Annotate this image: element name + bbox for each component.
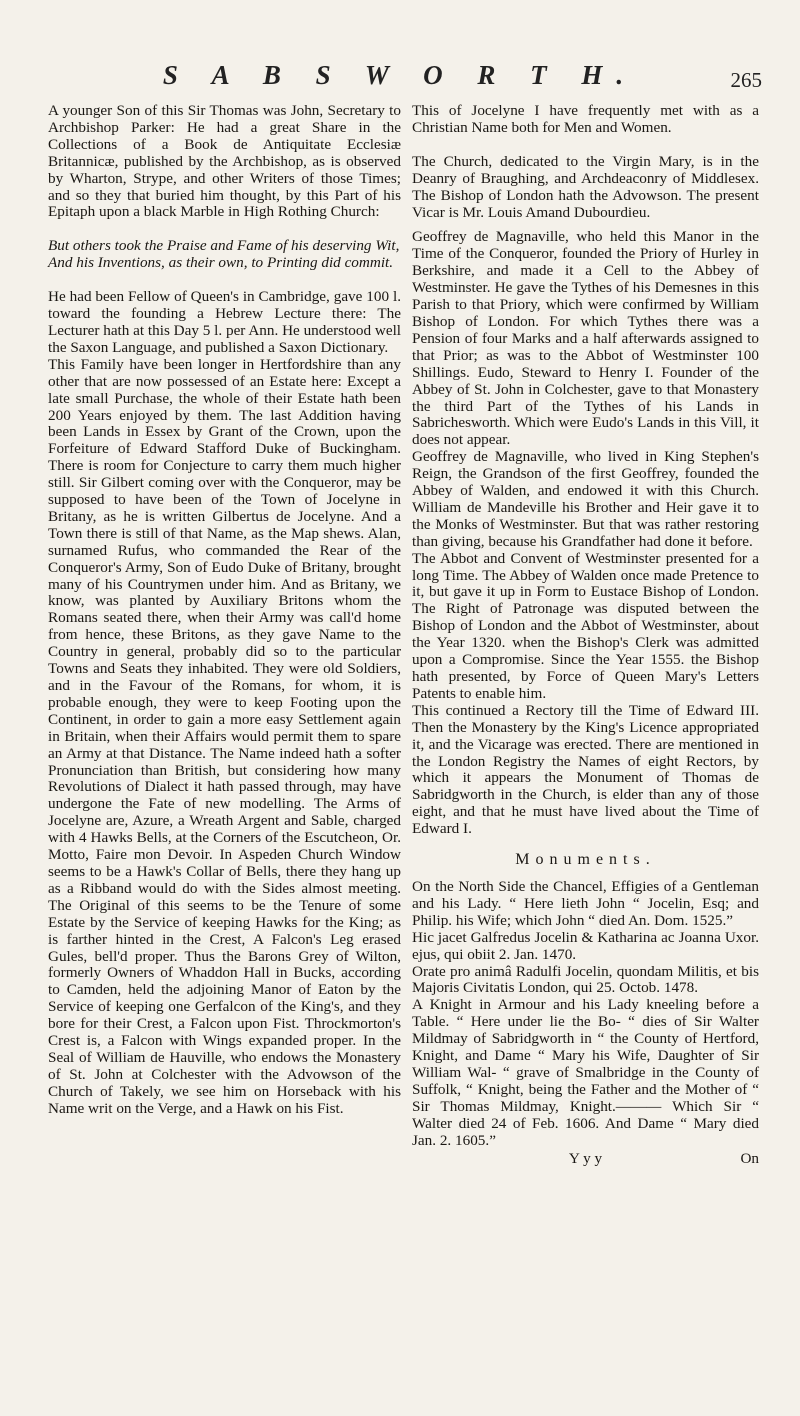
epitaph-verse-2: And his Inventions, as their own, to Printing did commit. (48, 254, 394, 272)
paragraph-jocelyne-name: This of Jocelyne I have frequently met with as a Christian Name both for Men and Women. (412, 102, 759, 136)
left-column (48, 103, 401, 1118)
section-heading-monuments: Monuments. (515, 851, 656, 869)
epitaph-verse-1: But others took the Praise and Fame of his deserving Wit, (48, 237, 400, 255)
monument-galfredus: Hic jacet Galfredus Jocelin & Katharina ac Joanna Uxor. ejus, qui obiit 2. Jan. 1470. (412, 928, 759, 963)
paragraph-rectory: This continued a Rectory till the Time of Edward III. Then the Monastery by the King's Licence appropriated it, and the Vicarage was erected. There are mentioned in the London Registry the Names of eight Rectors, by which it appears the Monument of Thomas de Sabridgworth in the Church, is elder than any of those eight, and that he must have lived about the Time of Edward I. (412, 701, 759, 838)
catchword: On (740, 1150, 759, 1168)
monument-radulfi: Orate pro animâ Radulfi Jocelin, quondam Militis, et bis Majoris Civitatis London, qui 25. Octob. 1478. (412, 962, 759, 997)
running-head (0, 60, 800, 100)
monument-jocelin-effigies: On the North Side the Chancel, Effigies of a Gentleman and his Lady. “ Here lieth John “ Jocelin, Esq; and Philip. his Wife; which John “ died An. Dom. 1525.” (412, 877, 759, 929)
page-number: 265 (730, 68, 762, 92)
paragraph-church: The Church, dedicated to the Virgin Mary, is in the Deanry of Braughing, and Archdeaconry of Middlesex. The Bishop of London hath the Advowson. The present Vicar is Mr. Louis Amand Dubourdieu. (412, 152, 759, 221)
running-head-title: S A B S W O R T H. (162, 60, 638, 90)
right-column (412, 103, 759, 1169)
monument-mildmay: A Knight in Armour and his Lady kneeling before a Table. “ Here under lie the Bo- “ dies of Sir Walter Mildmay of Sabridgworth in “ the County of Hertford, Knight, and Dame “ Mary his Wife, Daughter of Sir William Wal- “ grave of Smalbridge in the County of Suffolk, “ Knight, being the Father and the Mother of “ Sir Thomas Mildmay, Knight.——— Which Sir “ Walter died 24 of Feb. 1606. And Dame “ Mary died Jan. 2. 1605.” (412, 996, 759, 1149)
paragraph-abbot-convent: The Abbot and Convent of Westminster presented for a long Time. The Abbey of Walden once made Pretence to it, but gave it up in Form to Eustace Bishop of London. The Right of Patronage was disputed between the Bishop of London and the Abbot of Westminster, about the Year 1320. when the Bishop's Clerk was admitted upon a Compromise. Since the Year 1555. the Bishop hath presented, by Force of Queen Mary's Letters Patents to enable him. (412, 549, 759, 702)
paragraph-geoffrey-second: Geoffrey de Magnaville, who lived in King Stephen's Reign, the Grandson of the first Geoffrey, founded the Abbey of Walden, and endowed it with this Church. William de Mandeville his Brother and Heir gave it to the Monks of Westminster. But that was rather restoring than giving, because his Grandfather had done it before. (412, 448, 759, 550)
signature-mark: Y y y (568, 1150, 603, 1168)
paragraph-family-history: This Family have been longer in Hertfordshire than any other that are now possessed of an Estate here: Except a late small Purchase, the whole of their Estate hath been 200 Years enjoyed by them. The last Addition having been Lands in Essex by Grant of the Crown, upon the Forfeiture of Edward Stafford Duke of Buckingham. There is room for Conjecture to carry them much higher still. Sir Gilbert coming over with the Conqueror, may be supposed to have been of the Town of Jocelyne in Britany, as he is written Gilbertus de Jocelyne. And a Town there is still of that Name, as the Map shews. Alan, surnamed Rufus, who commanded the Rear of the Conqueror's Army, Son of Eudo Duke of Britany, brought many of his Countrymen under him. And as Britany, we know, was planted by Auxiliary Britons whom the Romans seated there, when their Army was call'd home from hence, these Britons, as they gave Name to the Country in general, probably did so to the particular Towns and Seats they inhabited. They were old Soldiers, and in the Favour of the Romans, for whom, it is probable enough, they were to keep Footing upon the Continent, in order to gain a more easy Settlement again in Britain, when their Affairs would permit them to spare an Army at that Distance. The Name indeed hath a softer Pronunciation than British, but considering how many Revolutions of Dialect it hath passed through, may have undergone the Fate of new modelling. The Arms of Jocelyne are, Azure, a Wreath Argent and Sable, charged with 4 Hawks Bells, at the Corners of the Escutcheon, Or. Motto, Faire mon Devoir. In Aspeden Church Window seems to be a Hawk's Collar of Bells, there they hang up as a Ribband would do with the Sides almost meeting. The Original of this seems to be the Tenure of some Estate by the Service of keeping Hawks for the King; as is farther hinted in the Crest, A Falcon's Leg erased Gules, bell'd proper. Thus the Barons Grey of Wilton, formerly Owners of Whaddon Hall in Bucks, according to Camden, held the adjoining Manor of Eaton by the Service of keeping one Gerfalcon of the King's, and they bore for their Crest, a Falcon upon Fist. Throckmorton's Crest is, a Falcon with Wings expanded proper. In the Seal of William de Hauville, who endows the Monastery of St. John at Colchester with the Advowson of the Church of Takely, we see him on Horseback with his Name writ on the Verge, and a Hawk on his Fist. (48, 355, 401, 1117)
page-footer (412, 1151, 759, 1169)
paragraph-fellow-queens: He had been Fellow of Queen's in Cambridge, gave 100 l. toward the founding a Hebrew Lecture there: The Lecturer hath at this Day 5 l. per Ann. He understood well the Saxon Language, and published a Saxon Dictionary. (48, 288, 402, 356)
paragraph-john-secretary: A younger Son of this Sir Thomas was John, Secretary to Archbishop Parker: He had a great Share in the Collections of a Book de Antiquitate Ecclesiæ Britannicæ, published by the Archbishop, as is observed by Wharton, Strype, and other Writers of those Times; and so they that buried him thought, by this Part of his Epitaph upon a black Marble in High Rothing Church: (48, 102, 401, 221)
paragraph-geoffrey-first: Geoffrey de Magnaville, who held this Manor in the Time of the Conqueror, founded the Priory of Hurley in Berkshire, and made it a Cell to the Abbey of Westminster. He gave the Tythes of his Demesnes in this Parish to that Priory, which were confirmed by William Bishop of London. For which Tythes there was a Pension of four Marks and a half afterwards assigned to that Prior; as was to the Abbot of Westminster 100 Shillings. Eudo, Steward to Henry I. Founder of the Abbey of St. John in Colchester, gave to that Monastery the third Part of the Tythes of his Lands in Sabrichesworth. Which were Eudo's Lands in this Vill, it does not appear. (412, 228, 759, 449)
